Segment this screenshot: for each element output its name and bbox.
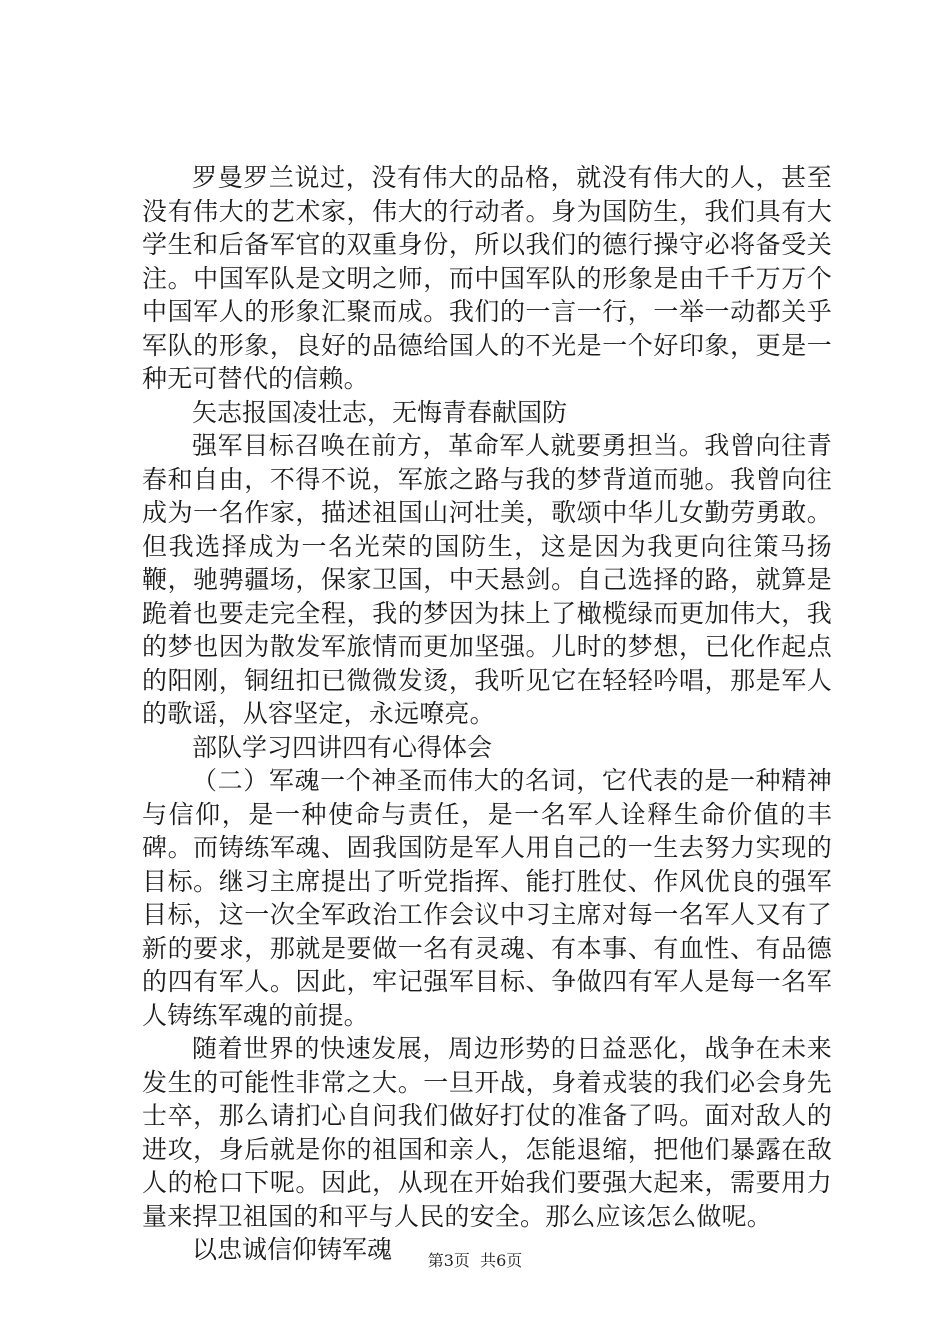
body-paragraph: （二）军魂一个神圣而伟大的名词，它代表的是一种精神与信仰，是一种使命与责任，是一名军人诠释生命价值的丰碑。而铸练军魂、固我国防是军人用自己的一生去努力实现的目标。继习主席提出了听党指挥、能打胜仗、作风优良的强军目标，这一次全军政治工作会议中习主席对每一名军人又有了新的要求，那就是要做一名有灵魂、有本事、有血性、有品德的四有军人。因此，牢记强军目标、争做四有军人是每一名军人铸练军魂的前提。 — [142, 766, 832, 1030]
section-heading: 部队学习四讲四有心得体会 — [192, 732, 493, 762]
section-heading: 矢志报国凌壮志，无悔青春献国防 — [192, 397, 568, 427]
body-paragraph: 随着世界的快速发展，周边形势的日益恶化，战争在未来发生的可能性非常之大。一旦开战，身着戎装的我们必会身先士卒，那么请扪心自问我们做好打仗的准备了吗。面对敌人的进攻，身后就是你的祖国和亲人，怎能退缩，把他们暴露在敌人的枪口下呢。因此，从现在开始我们要强大起来，需要用力量来捍卫祖国的和平与人民的安全。那么应该怎么做呢。 — [142, 1034, 832, 1231]
page-number-footer: 第3页 共6页 — [427, 1251, 523, 1270]
section-heading: 以忠诚信仰铸军魂 — [192, 1235, 393, 1264]
body-paragraph: 强军目标召唤在前方，革命军人就要勇担当。我曾向往青春和自由，不得不说，军旅之路与我的梦背道而驰。我曾向往成为一名作家，描述祖国山河壮美，歌颂中华儿女勤劳勇敢。但我选择成为一名光荣的国防生，这是因为我更向往策马扬鞭，驰骋疆场，保家卫国，中天悬剑。自己选择的路，就算是跪着也要走完全程，我的梦因为抹上了橄榄绿而更加伟大，我的梦也因为散发军旅情而更加坚强。儿时的梦想，已化作起点的阳刚，铜纽扣已微微发烫，我听见它在轻轻吟唱，那是军人的歌谣，从容坚定，永远嘹亮。 — [142, 431, 832, 728]
body-paragraph: 罗曼罗兰说过，没有伟大的品格，就没有伟大的人，甚至没有伟大的艺术家，伟大的行动者。身为国防生，我们具有大学生和后备军官的双重身份，所以我们的德行操守必将备受关注。中国军队是文明之师，而中国军队的形象是由千千万万个中国军人的形象汇聚而成。我们的一言一行，一举一动都关乎军队的形象，良好的品德给国人的不光是一个好印象，更是一种无可替代的信赖。 — [142, 163, 832, 393]
document-body — [142, 161, 832, 1267]
